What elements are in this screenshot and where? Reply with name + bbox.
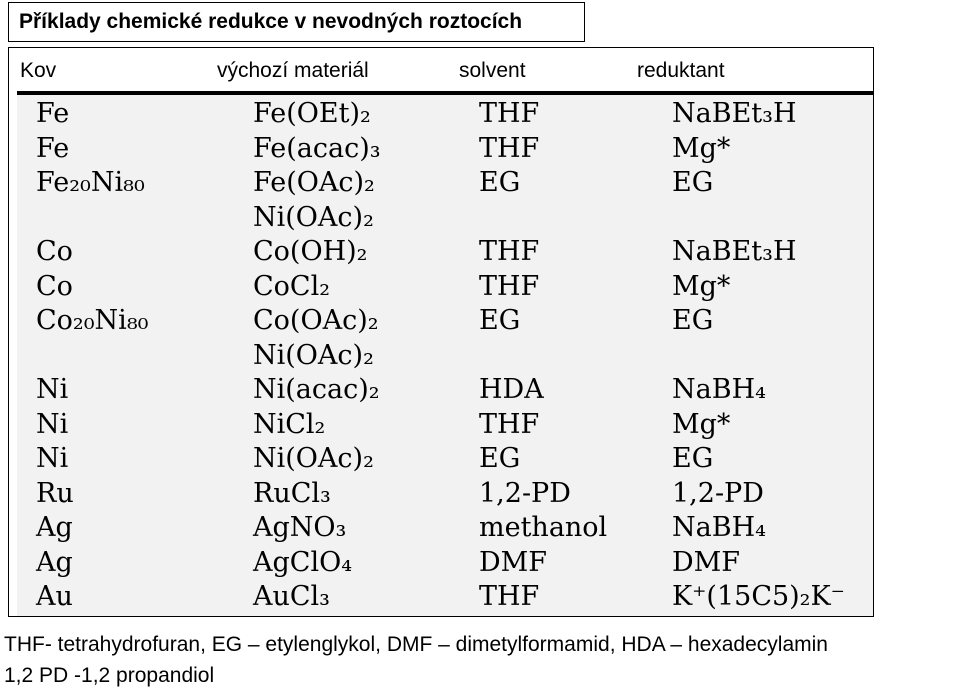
cell-material: Ni(acac)₂: [253, 374, 380, 405]
cell-metal: Ni: [36, 443, 69, 474]
cell-reductant: Mg*: [672, 132, 731, 164]
cell-material: Fe(acac)₃: [253, 132, 381, 164]
cell-material: Co(OH)₂: [253, 236, 368, 267]
cell-material: RuCl₃: [253, 477, 331, 509]
header-solvent: solvent: [459, 59, 526, 82]
table-row: [17, 408, 873, 442]
cell-material: Ni(OAc)₂: [253, 339, 374, 371]
page-title: Příklady chemické redukce v nevodných roztocích: [8, 2, 585, 42]
cell-metal: Au: [36, 581, 73, 612]
table-body: [17, 95, 873, 616]
cell-material: AuCl₃: [253, 581, 331, 612]
cell-material: CoCl₂: [253, 270, 331, 302]
cell-metal: Ni: [36, 374, 69, 405]
cell-metal: Co₂₀Ni₈₀: [36, 305, 149, 336]
cell-reductant: Mg*: [672, 270, 731, 302]
cell-solvent: THF: [479, 581, 540, 612]
table-row: [17, 373, 873, 407]
cell-solvent: EG: [479, 167, 521, 198]
cell-metal: Co: [36, 270, 73, 302]
cell-reductant: NaBEt₃H: [672, 98, 797, 129]
cell-solvent: EG: [479, 305, 521, 336]
cell-reductant: 1,2-PD: [672, 477, 764, 509]
table-row: [17, 97, 873, 131]
reduction-table: [8, 47, 874, 617]
cell-metal: Fe₂₀Ni₈₀: [36, 167, 145, 198]
cell-solvent: THF: [479, 236, 540, 267]
table-row: [17, 442, 873, 476]
cell-metal: Ag: [36, 512, 73, 543]
table-row: [17, 546, 873, 580]
cell-solvent: methanol: [479, 512, 608, 543]
cell-solvent: DMF: [479, 546, 548, 578]
cell-reductant: EG: [672, 305, 714, 336]
header-metal: Kov: [20, 59, 57, 82]
cell-solvent: 1,2-PD: [479, 477, 571, 509]
table-row: [17, 511, 873, 545]
cell-metal: Ag: [36, 546, 73, 578]
cell-solvent: EG: [479, 443, 521, 474]
cell-material: NiCl₂: [253, 408, 326, 440]
cell-metal: Ni: [36, 408, 69, 440]
cell-reductant: NaBH₄: [672, 512, 766, 543]
header-material: výchozí materiál: [217, 59, 369, 82]
cell-metal: Fe: [36, 132, 70, 164]
cell-material: Fe(OEt)₂: [253, 98, 371, 129]
table-row: [17, 201, 873, 235]
table-row: [17, 132, 873, 166]
cell-material: Ni(OAc)₂: [253, 201, 374, 233]
cell-solvent: HDA: [479, 374, 544, 405]
table-row: [17, 304, 873, 338]
cell-metal: Fe: [36, 98, 70, 129]
cell-metal: Co: [36, 236, 73, 267]
footnote-propandiol: 1,2 PD -1,2 propandiol: [4, 664, 215, 687]
cell-material: AgClO₄: [253, 546, 353, 578]
cell-solvent: THF: [479, 270, 540, 302]
cell-reductant: NaBH₄: [672, 374, 766, 405]
table-header: [9, 48, 873, 91]
table-row: [17, 270, 873, 304]
table-row: [17, 166, 873, 200]
cell-reductant: EG: [672, 167, 714, 198]
cell-reductant: NaBEt₃H: [672, 236, 797, 267]
cell-material: Ni(OAc)₂: [253, 443, 374, 474]
header-reductant: reduktant: [637, 59, 725, 82]
table-row: [17, 580, 873, 614]
cell-solvent: THF: [479, 408, 540, 440]
cell-reductant: DMF: [672, 546, 741, 578]
table-row: [17, 339, 873, 373]
cell-metal: Ru: [36, 477, 74, 509]
table-row: [17, 477, 873, 511]
cell-material: Fe(OAc)₂: [253, 167, 375, 198]
table-row: [17, 235, 873, 269]
cell-material: Co(OAc)₂: [253, 305, 379, 336]
cell-solvent: THF: [479, 98, 540, 129]
cell-reductant: Mg*: [672, 408, 731, 440]
cell-reductant: EG: [672, 443, 714, 474]
cell-solvent: THF: [479, 132, 540, 164]
cell-reductant: K⁺(15C5)₂K⁻: [672, 581, 845, 612]
footnote-abbreviations: THF- tetrahydrofuran, EG – etylenglykol, DMF – dimetylformamid, HDA – hexadecylamin: [4, 633, 828, 656]
cell-material: AgNO₃: [253, 512, 347, 543]
